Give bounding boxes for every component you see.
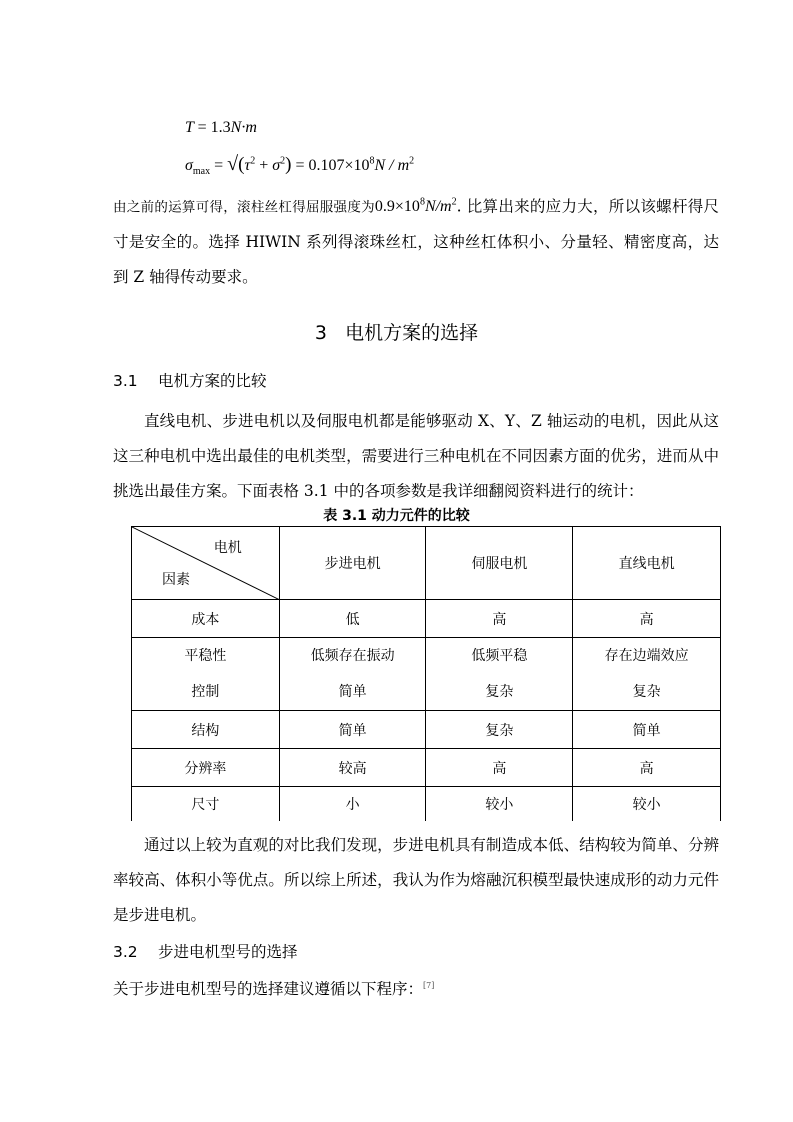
row-factor: 分辨率: [132, 749, 280, 787]
citation-ref: [7]: [423, 981, 435, 990]
section-2-number: 3.2: [113, 943, 138, 961]
section-heading-3-1: [113, 369, 267, 391]
paragraph-conclusion: [113, 828, 719, 933]
table-cell: 较小: [426, 787, 573, 821]
equation-max-stress: $\sigma_{max} = √(\tau^2 + \sigma^2) = 0.107\times 10^8N / m^2$: [185, 153, 415, 178]
table-cell: 低: [279, 600, 426, 638]
eq-stress-sub: max: [192, 166, 211, 178]
row-factor-line: 平稳性: [184, 648, 227, 664]
table-row: [132, 600, 721, 638]
section-1-title: 电机方案的比较: [158, 372, 267, 390]
eq-stress-value: 0.107×10: [308, 157, 370, 174]
table-cell: 高: [426, 749, 573, 787]
section-heading-3-2: [113, 940, 298, 962]
table-cell: 简单: [573, 711, 721, 749]
section-2-title: 步进电机型号的选择: [158, 943, 298, 961]
table-row: [132, 638, 721, 711]
corner-label-factor: 因素: [162, 572, 190, 588]
table-cell: 小: [279, 787, 426, 821]
para4-text: 关于步进电机型号的选择建议遵循以下程序：: [113, 980, 424, 999]
cell-line: 复杂: [485, 684, 514, 700]
table-cell: [279, 638, 426, 711]
column-header: 直线电机: [573, 527, 721, 600]
eq-stress-lhs: σ: [185, 157, 193, 174]
paragraph-safety-check: [113, 185, 719, 295]
equation-torque: T = 1.3N·m: [185, 119, 257, 136]
chapter-number: 3: [314, 322, 327, 344]
table-cell: 简单: [279, 711, 426, 749]
paragraph-selection-procedure: [113, 968, 719, 1007]
eq-torque-value: 1.3: [210, 119, 231, 136]
comparison-table: [131, 526, 721, 821]
corner-label-motor: 电机: [213, 540, 242, 556]
section-1-number: 3.1: [113, 372, 138, 390]
row-factor: 成本: [132, 600, 280, 638]
row-factor-line: 控制: [191, 684, 220, 700]
table-cell: 高: [573, 600, 721, 638]
table-header-row: [132, 527, 721, 600]
chapter-title: 电机方案的选择: [345, 322, 479, 344]
table-row: [132, 787, 721, 821]
para1-text-a: 由之前的运算可得，滚柱丝杠得屈服强度为: [113, 199, 375, 216]
para1-unit: N/m: [424, 198, 452, 216]
cell-line: 低频存在振动: [310, 648, 395, 664]
row-factor: [132, 638, 280, 711]
eq-stress-exp: 8: [369, 155, 375, 167]
para3-text: 通过以上较为直观的对比我们发现，步进电机具有制造成本低、结构较为简单、分辨率较高、体积小等优点。所以综上所述，我认为作为熔融沉积模型最快速成形的动力元件是步进电机。: [113, 836, 719, 924]
eq-torque-unit: N·m: [230, 119, 257, 136]
table-cell: 高: [426, 600, 573, 638]
table-row: [132, 749, 721, 787]
row-factor: 结构: [132, 711, 280, 749]
cell-line: 复杂: [632, 684, 661, 700]
cell-line: 简单: [338, 684, 367, 700]
cell-line: 存在边端效应: [604, 648, 689, 664]
row-factor: 尺寸: [132, 787, 280, 821]
table-cell: 高: [573, 749, 721, 787]
table-cell: 较高: [279, 749, 426, 787]
column-header: 伺服电机: [426, 527, 573, 600]
diagonal-line: [132, 527, 280, 600]
para1-value: 0.9×10: [374, 198, 420, 216]
table-cell: [426, 638, 573, 711]
para1-unit-exp: 2: [451, 197, 457, 208]
table-row: [132, 711, 721, 749]
chapter-heading: [0, 318, 793, 345]
table-caption: 表 3.1 动力元件的比较: [323, 508, 470, 524]
table-cell: 复杂: [426, 711, 573, 749]
cell-line: 低频平稳: [471, 648, 528, 664]
table-corner-cell: [132, 527, 280, 600]
para1-value-exp: 8: [419, 197, 425, 208]
eq-torque-lhs: T: [185, 119, 194, 136]
column-header: 步进电机: [279, 527, 426, 600]
table-cell: [573, 638, 721, 711]
table-cell: 较小: [573, 787, 721, 821]
para1-text-b: . 比算出来的应力大，所以该螺杆得尺寸是安全的。选择 HIWIN 系列得滚珠丝杠，这种丝杠体积小、分量轻、精密度高，达到 Z 轴得传动要求。: [113, 197, 720, 287]
paragraph-comparison-intro: [113, 404, 719, 509]
eq-stress-unit-exp: 2: [409, 155, 415, 167]
eq-stress-unit: N / m: [374, 157, 410, 174]
para2-text: 直线电机、步进电机以及伺服电机都是能够驱动 X、Y、Z 轴运动的电机，因此从这这三种电机中选出最佳的电机类型，需要进行三种电机在不同因素方面的优劣，进而从中挑选出最佳方案。下面表格 3.1 中的各项参数是我详细翻阅资料进行的统计：: [113, 412, 719, 500]
